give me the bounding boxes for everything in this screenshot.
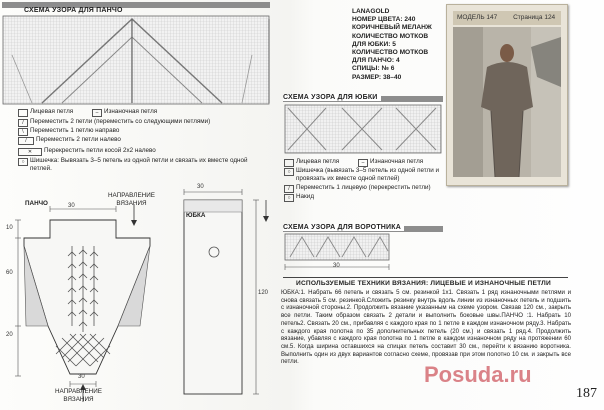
techniques-title: ИСПОЛЬЗУЕМЫЕ ТЕХНИКИ ВЯЗАНИЯ: ЛИЦЕВЫЕ И ИЗНАНОЧНЫЕ ПЕТЛИ (296, 280, 551, 287)
page-number: 187 (576, 386, 597, 401)
collar-pattern-chart (284, 233, 444, 273)
knitting-direction-label-bottom: НАПРАВЛЕНИЕ ВЯЗАНИЯ (55, 388, 102, 403)
move-right-icon: \ (18, 128, 28, 136)
cross-stitch-icon: / (284, 185, 294, 193)
collar-dim: 30 (333, 263, 340, 269)
poncho-left-dim-60: 60 (6, 270, 13, 276)
poncho-diagram (10, 196, 168, 410)
yarn-info (352, 8, 432, 82)
model-photo (453, 27, 561, 177)
photo-page-label: Страница 124 (513, 14, 556, 21)
poncho-top-dim: 30 (68, 203, 75, 209)
cable-cross-icon: ✕ (18, 148, 42, 156)
legend-item: Переместить 1 петлю направо (30, 127, 120, 134)
skirt-top-dim: 30 (197, 184, 204, 190)
bobble-icon: ○ (284, 168, 294, 176)
info-line: КОЛИЧЕСТВО МОТКОВ (352, 32, 429, 40)
bobble-icon: ○ (18, 158, 28, 166)
poncho-legend (18, 108, 278, 174)
knit-stitch-icon (284, 159, 294, 167)
model-photo-card (446, 4, 568, 186)
skirt-label: ЮБКА (186, 212, 206, 219)
info-line: НОМЕР ЦВЕТА: 240 (352, 16, 416, 24)
legend-item: Перекрестить петли косой 2х2 налево (44, 147, 156, 154)
knitting-direction-label-top: НАПРАВЛЕНИЕ ВЯЗАНИЯ (108, 192, 155, 207)
legend-item: Накид (296, 192, 314, 200)
purl-stitch-icon: – (358, 159, 368, 167)
skirt-legend (284, 158, 459, 202)
info-line: СПИЦЫ: № 6 (352, 65, 395, 73)
skirt-diagram (176, 186, 276, 406)
knit-stitch-icon (18, 109, 28, 117)
skirt-pattern-title: СХЕМА УЗОРА ДЛЯ ЮБКИ (283, 94, 381, 101)
poncho-left-dim-10: 10 (6, 225, 13, 231)
info-line: КОРИЧНЕВЫЙ МЕЛАНЖ (352, 24, 432, 32)
poncho-left-dim-20: 20 (6, 332, 13, 338)
legend-item: Лицевая петля (296, 158, 340, 165)
legend-item: Шишечка (вывязать 3–5 петель из одной петли и провязать их вместе одной петлей) (296, 167, 439, 183)
skirt-right-dim: 120 (258, 290, 269, 296)
legend-item: Изнаночная петля (370, 158, 424, 165)
skirt-pattern-chart (284, 104, 444, 156)
poncho-bottom-dim: 30 (78, 374, 85, 380)
divider (283, 277, 568, 278)
legend-item: Переместить 2 петли (переместить со следующими петлями) (30, 118, 211, 125)
poncho-label: ПАНЧО (25, 200, 48, 207)
photo-caption (453, 11, 561, 25)
info-line: РАЗМЕР: 38–40 (352, 73, 402, 81)
move-left-icon: / (18, 137, 34, 145)
legend-item: Переместить 2 петли налево (36, 136, 121, 143)
info-line: ДЛЯ ЮБКИ: 5 (352, 40, 396, 48)
poncho-pattern-chart (2, 15, 278, 107)
yarn-over-icon: ○ (284, 194, 294, 202)
info-line: LANAGOLD (352, 8, 390, 15)
photo-model-label: МОДЕЛЬ 147 (457, 14, 498, 21)
info-line: ДЛЯ ПАНЧО: 4 (352, 57, 400, 65)
cross-2-icon: / (18, 119, 28, 127)
poncho-pattern-title: СХЕМА УЗОРА ДЛЯ ПАНЧО (24, 7, 123, 14)
legend-item: Переместить 1 лицевую (перекрестить петли) (296, 183, 431, 191)
instructions-text: ЮБКА:1. Набрать 66 петель и связать 5 см. резинкой 1х1. Связать 1 ряд изнаночными петлями и снова связать 5 см. резинкой.Сложить резинку внутрь вдоль линии из изнаночных петель и подшить с изнаночной стороны.2. Продолжить вязание указанным на схеме узором. Связав 120 см., закрыть все петли. Таким образом связать 2 детали и выполнить боковые швы.ПАНЧО :1. Набрать 10 петель2. Связать 20 см., прибавляя с каждого края по 1 петле в каждом изнаночном ряду.3. Набрать с каждого края полотна по 35 дополнительных петель (20 см.) и связать 1 ряд.4. Продолжить вязание, убавляя с каждого края полотна по 1 петле в каждом изнаночном ряду на протяжении 60 см.5. Когда ширина оставшихся на спицах петель составит 30 см., перейти к вязанию воротника. Выполнить один из двух вариантов согласно схеме, провязав при этом полотно 10 см. и закрыть все петли. (281, 289, 571, 366)
purl-stitch-icon: – (92, 109, 102, 117)
legend-item: Шишечка: Вывязать 3–5 петель из одной петли и связать их вместе одной петлей. (30, 157, 248, 173)
legend-item: Лицевая петля (30, 108, 74, 115)
info-line: КОЛИЧЕСТВО МОТКОВ (352, 49, 429, 57)
legend-item: Изнаночная петля (104, 108, 158, 115)
watermark: Posuda.ru (424, 362, 532, 387)
collar-pattern-title: СХЕМА УЗОРА ДЛЯ ВОРОТНИКА (283, 224, 404, 231)
